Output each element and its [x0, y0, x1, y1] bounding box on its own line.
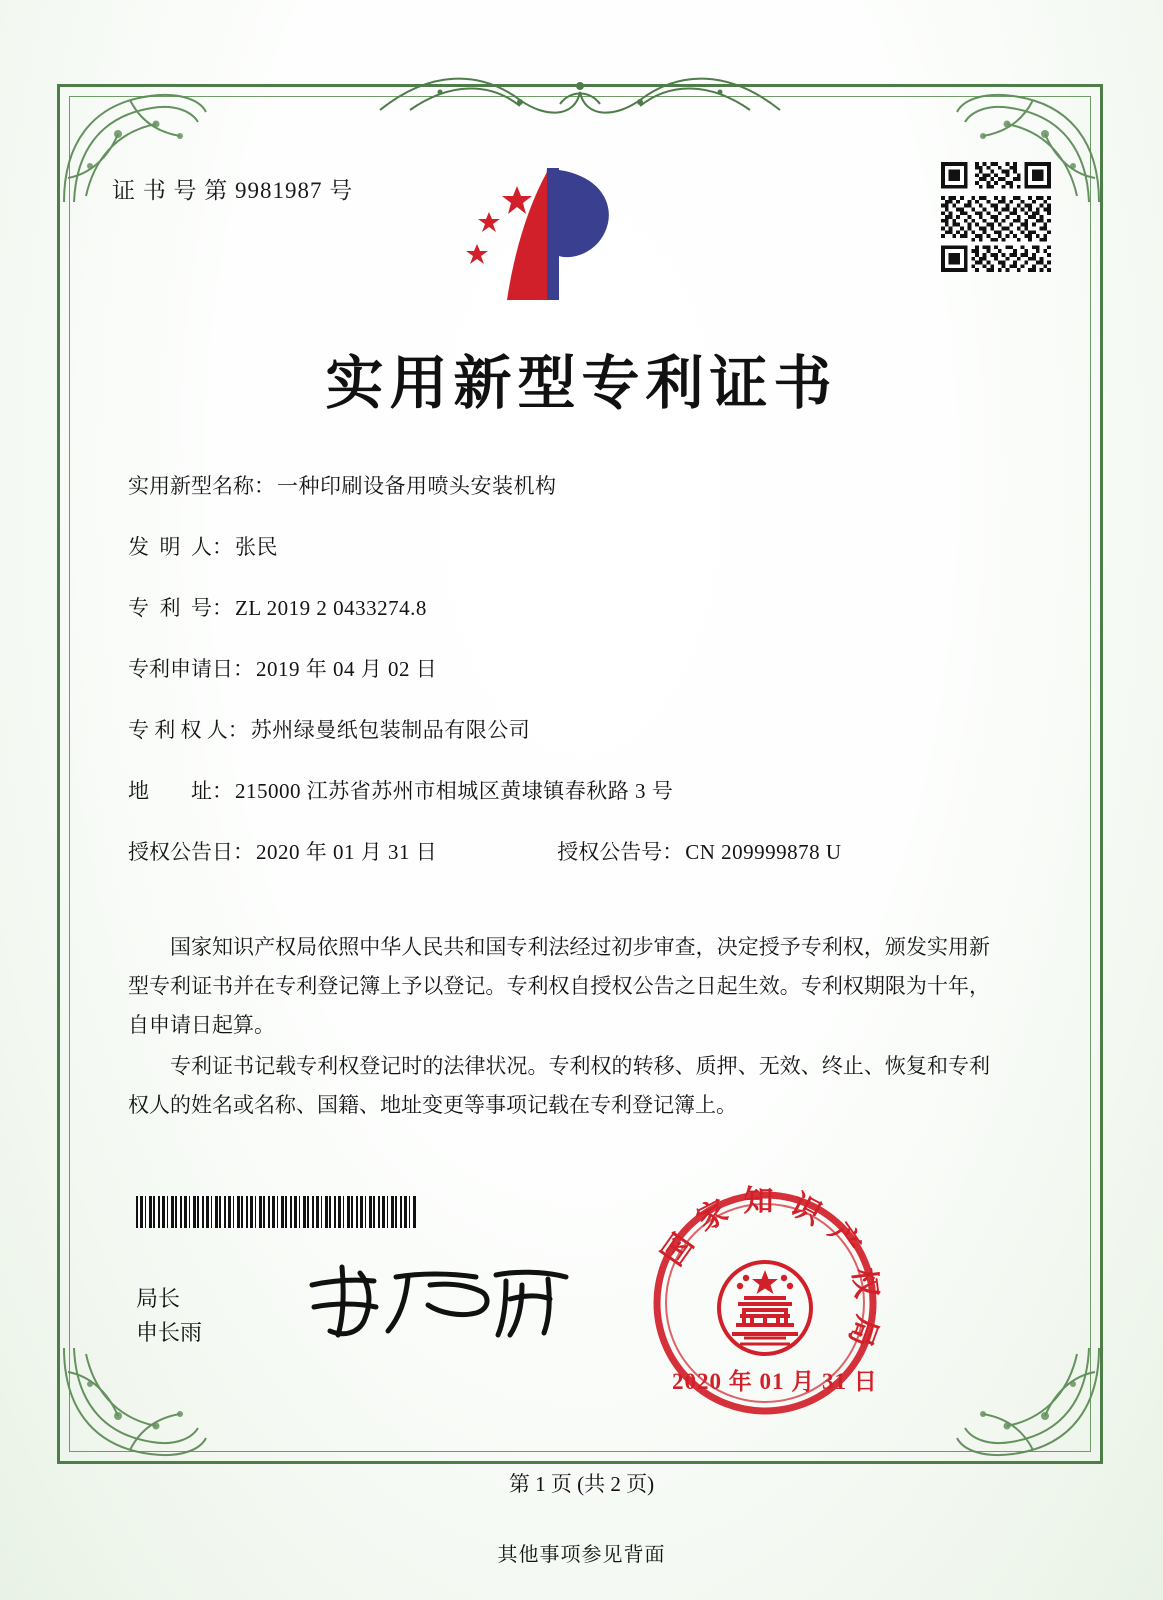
field-patent-number: [128, 592, 988, 622]
field-label: 专利申请日：: [128, 657, 254, 681]
page-number: 第 1 页 (共 2 页): [508, 1472, 655, 1496]
signature-role: 局长: [136, 1286, 181, 1311]
paragraph-2: 专利证书记载专利权登记时的法律状况。专利权的转移、质押、无效、终止、恢复和专利权人的姓名或名称、国籍、地址变更等事项记载在专利登记簿上。: [128, 1054, 990, 1117]
field-list: [128, 470, 988, 897]
grant-number-value: CN 209999878 U: [685, 840, 842, 864]
field-label: 实用新型名称：: [128, 474, 275, 498]
field-value: 一种印刷设备用喷头安装机构: [277, 474, 557, 498]
paragraph-1: 国家知识产权局依照中华人民共和国专利法经过初步审查，决定授予专利权，颁发实用新型专利证书并在专利登记簿上予以登记。专利权自授权公告之日起生效。专利权期限为十年，自申请日起算。: [128, 935, 990, 1037]
svg-text:国家知识产权局: 国家知识产权局: [655, 1184, 885, 1364]
certificate-number: 证 书 号 第 9981987 号: [112, 178, 354, 203]
top-ornament-icon: [370, 60, 790, 120]
field-label: 地 址：: [128, 779, 233, 803]
grant-number-label: 授权公告号：: [557, 840, 684, 864]
field-value: ZL 2019 2 0433274.8: [235, 596, 427, 620]
page-title: 实用新型专利证书: [325, 351, 838, 416]
grant-date-value: 2020 年 01 月 31 日: [256, 840, 438, 864]
field-grant-row: [128, 836, 988, 866]
cnipa-logo-icon: [455, 160, 655, 310]
signature-block: [136, 1282, 202, 1350]
corner-ornament-icon: [953, 1344, 1103, 1464]
handwritten-signature-icon: [300, 1255, 580, 1345]
qr-code-icon: [941, 162, 1051, 272]
grant-date-label: 授权公告日：: [128, 840, 254, 864]
field-label: 专 利 号：: [128, 596, 233, 620]
field-value: 215000 江苏省苏州市相城区黄埭镇春秋路 3 号: [235, 779, 674, 803]
barcode-icon: [136, 1196, 416, 1228]
field-patentee: [128, 714, 988, 744]
corner-ornament-icon: [60, 1344, 210, 1464]
legal-text: [128, 928, 990, 1127]
field-application-date: [128, 653, 988, 683]
field-value: 苏州绿曼纸包装制品有限公司: [250, 718, 531, 742]
field-address: [128, 775, 988, 805]
field-label: 发 明 人：: [128, 535, 233, 559]
field-inventor: [128, 531, 988, 561]
field-utility-model-name: [128, 470, 988, 500]
signature-name: 申长雨: [136, 1320, 203, 1345]
back-side-note: 其他事项参见背面: [497, 1544, 666, 1566]
seal-date: 2020 年 01 月 31 日: [672, 1369, 878, 1394]
field-value: 2019 年 04 月 02 日: [256, 657, 438, 681]
field-label: 专 利 权 人：: [128, 718, 249, 742]
field-value: 张民: [235, 535, 278, 559]
